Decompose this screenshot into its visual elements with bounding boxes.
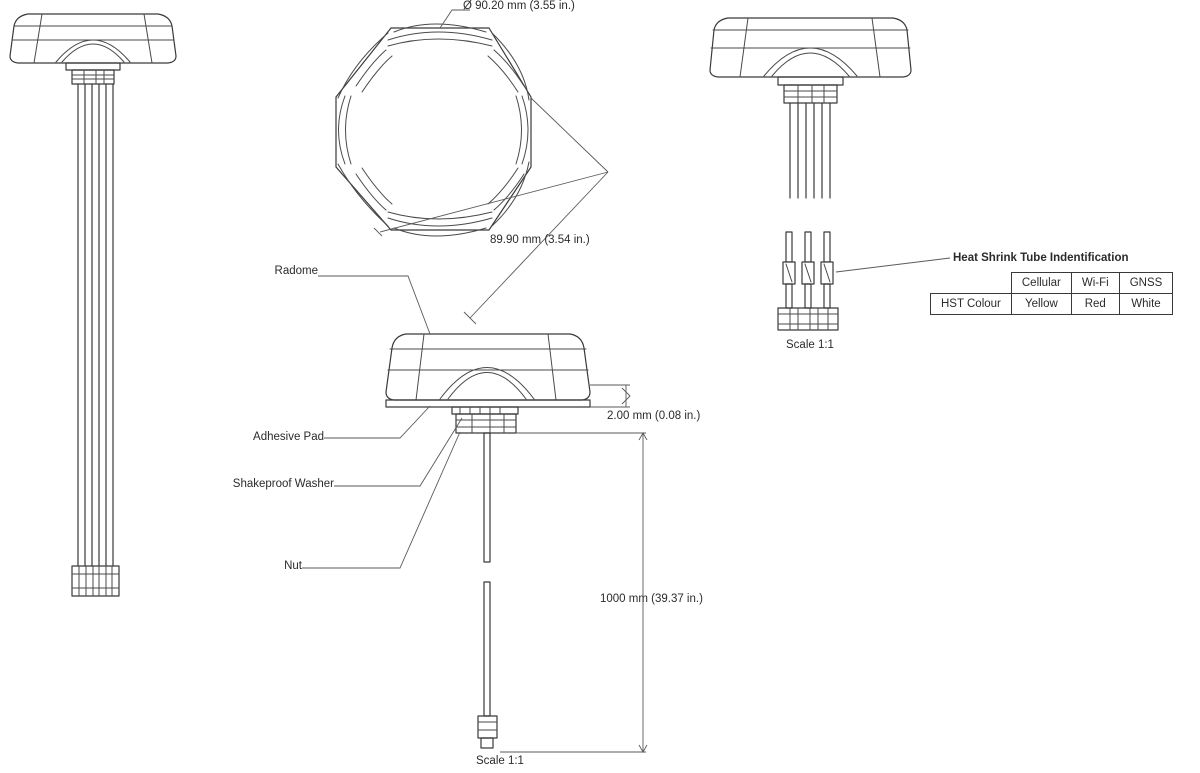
dimension-across-flats: 89.90 mm (3.54 in.) xyxy=(490,234,590,246)
view-cable-connector xyxy=(478,582,497,748)
hst-title: Heat Shrink Tube Indentification xyxy=(953,252,1129,264)
callout-radome: Radome xyxy=(274,265,318,277)
hst-column-wifi: Wi-Fi xyxy=(1071,273,1119,294)
hst-colour-gnss: White xyxy=(1119,294,1173,315)
callout-adhesive-pad: Adhesive Pad xyxy=(253,431,324,443)
dimension-thickness: 2.00 mm (0.08 in.) xyxy=(607,410,701,422)
table-row xyxy=(931,294,1173,315)
hst-colour-cellular: Yellow xyxy=(1011,294,1071,315)
hst-column-cellular: Cellular xyxy=(1011,273,1071,294)
hst-row-header: HST Colour xyxy=(931,294,1012,315)
scale-note-cables: Scale 1:1 xyxy=(786,339,834,351)
view-right-elevation xyxy=(710,18,911,198)
callout-shakeproof-washer: Shakeproof Washer xyxy=(232,478,334,490)
hst-column-gnss: GNSS xyxy=(1119,273,1173,294)
hst-corner-cell xyxy=(931,273,1012,294)
dimension-diameter: Ø 90.20 mm (3.55 in.) xyxy=(463,0,575,12)
view-hst-detail xyxy=(778,232,950,330)
view-main-elevation xyxy=(302,276,647,752)
view-plan-octagon xyxy=(336,10,608,324)
hst-colour-wifi: Red xyxy=(1071,294,1119,315)
table-row-header xyxy=(931,273,1173,294)
callout-nut: Nut xyxy=(284,560,302,572)
dimension-cable-length: 1000 mm (39.37 in.) xyxy=(600,593,703,605)
view-left-elevation xyxy=(10,14,176,596)
hst-table xyxy=(930,272,1173,315)
scale-note-connector: Scale 1:1 xyxy=(476,755,524,767)
